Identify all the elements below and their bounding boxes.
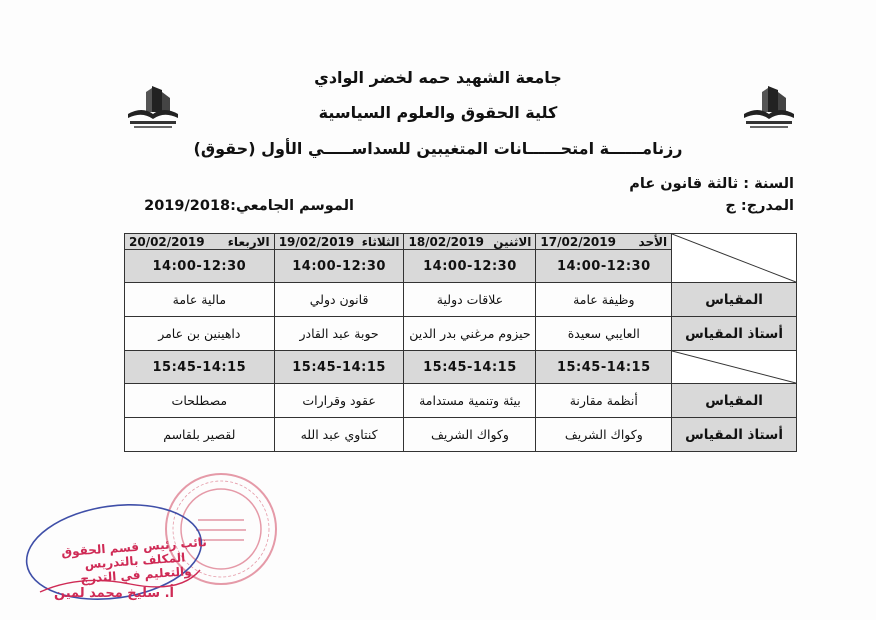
document-title: رزنامــــــة امتحــــــانات المتغيبين للسداســـــي الأول (حقوق) bbox=[193, 139, 683, 158]
university-logo-icon bbox=[738, 82, 800, 132]
subject-row bbox=[125, 283, 797, 317]
teacher-cell: حيزوم مرغني بدر الدين bbox=[404, 317, 536, 351]
academic-year-level: السنة : ثالثة قانون عام bbox=[629, 176, 794, 192]
exam-schedule-table bbox=[124, 233, 797, 452]
corner-cell bbox=[672, 234, 797, 283]
subject-cell: قانون دولي bbox=[274, 283, 404, 317]
faculty-name: كلية الحقوق والعلوم السياسية bbox=[318, 103, 558, 122]
row-label-teacher: أستاذ المقياس bbox=[672, 317, 797, 351]
teacher-cell: العايبي سعيدة bbox=[536, 317, 672, 351]
teacher-row bbox=[125, 317, 797, 351]
subject-cell: وظيفة عامة bbox=[536, 283, 672, 317]
teacher-cell: داهينين بن عامر bbox=[125, 317, 275, 351]
university-logo-icon bbox=[122, 82, 184, 132]
lecture-hall: المدرج: ج bbox=[725, 198, 794, 214]
subject-cell: مصطلحات bbox=[125, 384, 275, 418]
row-label-subject: المقياس bbox=[672, 384, 797, 418]
teacher-cell: حوبة عبد القادر bbox=[274, 317, 404, 351]
subject-cell: عقود وقرارات bbox=[274, 384, 404, 418]
teacher-row bbox=[125, 418, 797, 452]
time-slot: 15:45-14:15 bbox=[536, 351, 672, 384]
academic-season: الموسم الجامعي:2019/2018 bbox=[144, 198, 354, 214]
subject-cell: علاقات دولية bbox=[404, 283, 536, 317]
university-name: جامعة الشهيد حمه لخضر الوادي bbox=[314, 68, 562, 87]
subject-cell: بيئة وتنمية مستدامة bbox=[404, 384, 536, 418]
day-header: الاربعاء 20/02/2019 bbox=[125, 234, 275, 250]
time-row bbox=[125, 351, 797, 384]
day-header: الاثنين 18/02/2019 bbox=[404, 234, 536, 250]
time-slot: 15:45-14:15 bbox=[404, 351, 536, 384]
day-header: الأحد 17/02/2019 bbox=[536, 234, 672, 250]
corner-cell bbox=[672, 351, 797, 384]
signatory-title: نائب رئيس قسم الحقوق المكلف بالتدريس والتعليم في التدرج bbox=[60, 534, 208, 586]
time-slot: 15:45-14:15 bbox=[274, 351, 404, 384]
days-header-row bbox=[125, 234, 797, 250]
row-label-teacher: أستاذ المقياس bbox=[672, 418, 797, 452]
teacher-cell: لقصير بلقاسم bbox=[125, 418, 275, 452]
time-slot: 14:00-12:30 bbox=[536, 250, 672, 283]
time-slot: 14:00-12:30 bbox=[125, 250, 275, 283]
time-slot: 15:45-14:15 bbox=[125, 351, 275, 384]
subject-cell: أنظمة مقارنة bbox=[536, 384, 672, 418]
time-slot: 14:00-12:30 bbox=[404, 250, 536, 283]
signatory-name: أ. سليخ محمد لمين bbox=[54, 586, 174, 601]
day-header: الثلاثاء 19/02/2019 bbox=[274, 234, 404, 250]
teacher-cell: وكواك الشريف bbox=[404, 418, 536, 452]
teacher-cell: كنتاوي عبد الله bbox=[274, 418, 404, 452]
time-slot: 14:00-12:30 bbox=[274, 250, 404, 283]
teacher-cell: وكواك الشريف bbox=[536, 418, 672, 452]
row-label-subject: المقياس bbox=[672, 283, 797, 317]
subject-row bbox=[125, 384, 797, 418]
subject-cell: مالية عامة bbox=[125, 283, 275, 317]
